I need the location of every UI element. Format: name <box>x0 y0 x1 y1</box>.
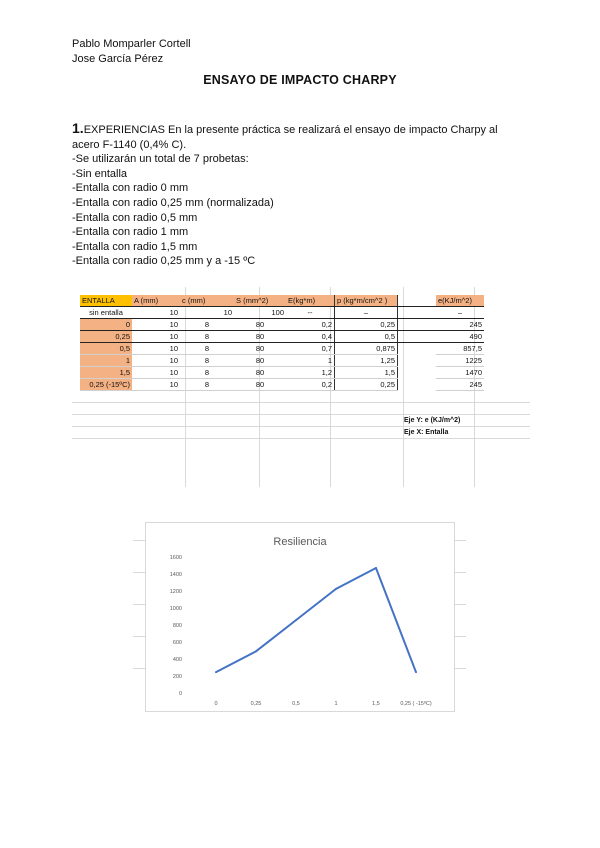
data-point <box>415 671 417 673</box>
cell: 0,2 <box>286 319 335 331</box>
x-tick-label: 0,5 <box>292 701 300 707</box>
cell: 10 <box>132 319 180 331</box>
cell: 0,25 (-15ºC) <box>80 379 132 391</box>
data-point <box>335 588 337 590</box>
cell: 8 <box>180 367 234 379</box>
y-tick-label: 1200 <box>169 589 182 595</box>
header-e: E(kg*m) <box>286 295 335 307</box>
experiences-section <box>72 121 532 269</box>
section-line: -Se utilizarán un total de 7 probetas: <box>72 153 249 166</box>
table-row <box>80 379 484 391</box>
document-title: ENSAYO DE IMPACTO CHARPY <box>203 73 397 87</box>
table-row <box>80 307 484 319</box>
data-point <box>215 671 217 673</box>
y-tick-label: 1400 <box>169 572 182 578</box>
section-line: -Sin entalla <box>72 167 128 180</box>
cell: 1,2 <box>286 367 335 379</box>
cell: 100 <box>234 307 286 319</box>
section-number: 1. <box>72 120 84 136</box>
cell: 10 <box>132 343 180 355</box>
axis-y-note: Eje Y: e (KJ/m^2) <box>404 417 461 424</box>
results-table <box>80 295 484 391</box>
cell: 0,25 <box>80 331 132 343</box>
x-tick-label: 0,25 ( -15ºC) <box>400 701 432 707</box>
authors-block <box>72 37 191 66</box>
cell: 10 <box>132 379 180 391</box>
section-line: -Entalla con radio 1 mm <box>72 226 189 239</box>
author-2: Jose García Pérez <box>72 52 164 65</box>
section-intro: EXPERIENCIAS En la presente práctica se realizará el ensayo de impacto Charpy al <box>83 124 498 136</box>
cell: 80 <box>234 367 286 379</box>
cell: 0,5 <box>335 331 398 343</box>
cell: 10 <box>132 355 180 367</box>
cell: 0 <box>80 319 132 331</box>
cell: – <box>436 307 484 319</box>
cell: 8 <box>180 331 234 343</box>
table-row <box>80 367 484 379</box>
axis-x-note: Eje X: Entalla <box>404 429 449 436</box>
cell: 0,2 <box>286 379 335 391</box>
cell: 0,4 <box>286 331 335 343</box>
cell: 245 <box>436 319 484 331</box>
cell: 8 <box>180 379 234 391</box>
header-s: S (mm^2) <box>234 295 286 307</box>
cell: 8 <box>180 343 234 355</box>
cell: 1225 <box>436 355 484 367</box>
y-tick-label: 1000 <box>169 606 182 612</box>
cell: 1470 <box>436 367 484 379</box>
x-tick-label: 0 <box>214 701 218 707</box>
table-header-row <box>80 295 484 307</box>
table-row <box>80 355 484 367</box>
section-line: -Entalla con radio 1,5 mm <box>72 240 198 253</box>
y-tick-label: 400 <box>172 657 182 663</box>
x-tick-label: 0,25 <box>250 701 262 707</box>
spreadsheet-excerpt <box>72 287 530 487</box>
cell: 1 <box>286 355 335 367</box>
cell: 8 <box>180 319 234 331</box>
cell: 10 <box>132 331 180 343</box>
cell: 10 <box>132 367 180 379</box>
cell: 80 <box>234 319 286 331</box>
data-point <box>255 650 257 652</box>
cell: 1,25 <box>335 355 398 367</box>
cell: 80 <box>234 331 286 343</box>
chart-title: Resiliencia <box>273 536 327 548</box>
header-c: c (mm) <box>180 295 234 307</box>
cell: 857,5 <box>436 343 484 355</box>
cell: 0,25 <box>335 379 398 391</box>
cell: 0,5 <box>80 343 132 355</box>
cell: 80 <box>234 355 286 367</box>
series-line-resiliencia <box>216 568 416 672</box>
x-tick-label: 1,5 <box>372 701 380 707</box>
cell: -- <box>286 307 335 319</box>
header-entalla: ENTALLA <box>80 295 132 307</box>
y-tick-label: 600 <box>172 640 182 646</box>
resiliencia-chart <box>145 522 455 712</box>
x-tick-label: 1 <box>334 701 338 707</box>
section-line: -Entalla con radio 0,25 mm y a -15 ºC <box>72 255 256 268</box>
y-tick-label: 1600 <box>169 555 182 561</box>
section-line: -Entalla con radio 0,5 mm <box>72 211 198 224</box>
table-row <box>80 331 484 343</box>
cell: 10 <box>132 307 180 319</box>
author-1: Pablo Momparler Cortell <box>72 38 191 50</box>
section-line: -Entalla con radio 0,25 mm (normalizada) <box>72 196 274 209</box>
cell: 245 <box>436 379 484 391</box>
header-p: p (kg*m/cm^2 ) <box>335 295 398 307</box>
section-intro-2: acero F-1140 (0,4% C). <box>72 138 187 151</box>
cell: sin entalla <box>80 307 132 319</box>
y-tick-label: 0 <box>178 691 182 697</box>
cell: 490 <box>436 331 484 343</box>
table-row <box>80 319 484 331</box>
header-resilience: e(KJ/m^2) <box>436 295 484 307</box>
cell: – <box>335 307 398 319</box>
header-a: A (mm) <box>132 295 180 307</box>
chart-svg <box>146 523 454 711</box>
cell: 0,7 <box>286 343 335 355</box>
section-line: -Entalla con radio 0 mm <box>72 182 189 195</box>
table-row <box>80 343 484 355</box>
y-tick-label: 800 <box>172 623 182 629</box>
cell: 1,5 <box>335 367 398 379</box>
cell: 80 <box>234 343 286 355</box>
cell: 8 <box>180 355 234 367</box>
cell: 80 <box>234 379 286 391</box>
cell: 0,875 <box>335 343 398 355</box>
data-point <box>295 619 297 621</box>
cell: 1,5 <box>80 367 132 379</box>
cell: 10 <box>180 307 234 319</box>
cell: 1 <box>80 355 132 367</box>
y-tick-label: 200 <box>172 674 182 680</box>
data-point <box>375 567 377 569</box>
cell: 0,25 <box>335 319 398 331</box>
